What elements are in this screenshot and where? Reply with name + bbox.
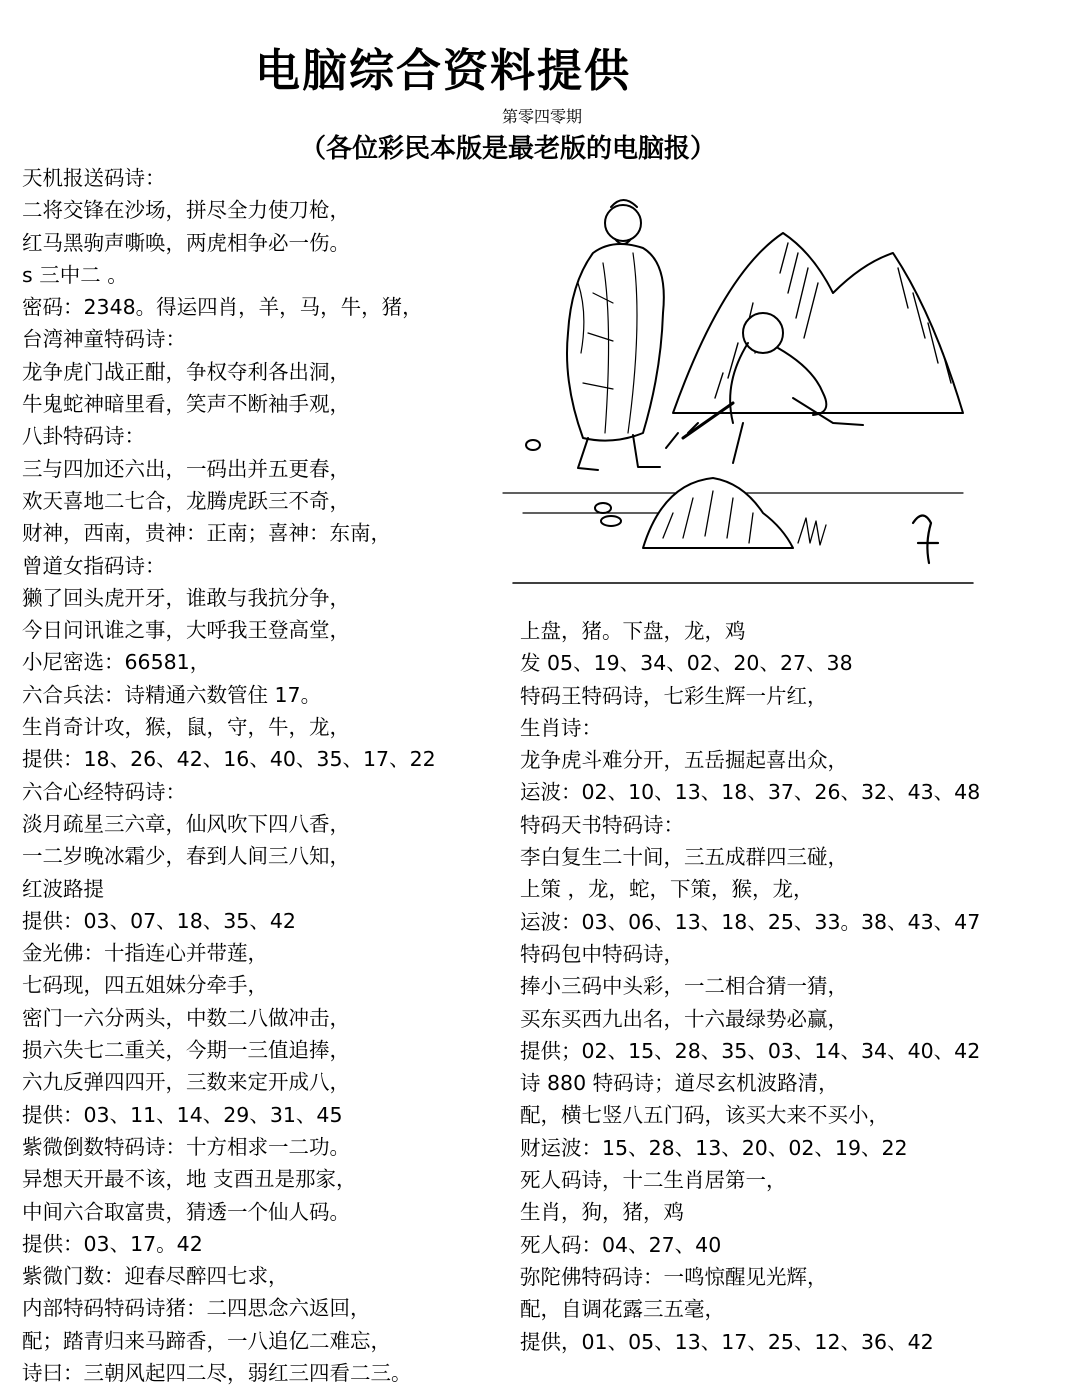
left-column-line: 异想天开最不该，地 支酉丑是那家，: [22, 1167, 357, 1192]
left-column-line: 天机报送码诗：: [22, 166, 166, 190]
right-column-line: 财运波：15、28、13、20、02、19、22: [520, 1135, 908, 1160]
left-column-line: 二将交锋在沙场，拼尽全力使刀枪，: [22, 198, 350, 223]
right-column-line: 发 05、19、34、02、20、27、38: [520, 651, 853, 676]
left-column-line: 紫微门数：迎春尽醉四七求，: [22, 1264, 289, 1289]
right-column-line: 运波：02、10、13、18、37、26、32、43、48: [520, 780, 981, 805]
right-column-line: 上策 ，龙，蛇，下策，猴，龙，: [520, 877, 814, 902]
right-column-line: 死人码诗，十二生肖居第一，: [520, 1168, 787, 1193]
left-column-line: 密门一六分两头，中数二八做冲击，: [22, 1005, 350, 1030]
left-column-line: s 三中二 。: [22, 262, 128, 287]
right-text-column: [520, 615, 1060, 1358]
left-column-line: 龙争虎门战正酣，争权夺利各出洞，: [22, 359, 350, 384]
left-column-line: 欢天喜地二七合，龙腾虎跃三不奇，: [22, 488, 350, 513]
right-column-line: 配，自调花露三五毫，: [520, 1297, 725, 1322]
right-column-line: 龙争虎斗难分开，五岳掘起喜出众，: [520, 748, 848, 773]
left-column-line: 内部特码特码诗猪：二四思念六返回，: [22, 1296, 371, 1321]
right-column-line: 生肖诗：: [520, 715, 602, 740]
right-column-line: 特码包中特码诗，: [520, 941, 684, 966]
page-subtitle: （各位彩民本版是最老版的电脑报）: [300, 134, 717, 164]
left-column-line: 獭了回头虎开牙，谁敢与我抗分争，: [22, 585, 350, 610]
illustration-sage-and-mountains: [493, 183, 993, 598]
left-column-line: 配；踏青归来马蹄香，一八追亿二难忘，: [22, 1328, 391, 1353]
right-column-line: 提供；02、15、28、35、03、14、34、40、42: [520, 1038, 981, 1063]
right-column-line: 买东买西九出名，十六最绿势必赢，: [520, 1006, 848, 1031]
left-column-line: 提供：03、07、18、35、42: [22, 908, 296, 933]
right-column-line: 配，横七竖八五门码，该买大来不买小，: [520, 1103, 889, 1128]
left-column-line: 七码现，四五姐妹分牵手，: [22, 973, 268, 998]
left-column-line: 牛鬼蛇神暗里看，笑声不断袖手观，: [22, 392, 350, 417]
left-column-line: 三与四加还六出，一码出并五更春，: [22, 456, 350, 481]
right-column-line: 特码王特码诗，七彩生辉一片红，: [520, 683, 828, 708]
right-column-line: 生肖，狗，猪，鸡: [520, 1200, 684, 1225]
left-column-line: 提供：03、11、14、29、31、45: [22, 1102, 343, 1127]
left-column-line: 一二岁晚冰霜少，春到人间三八知，: [22, 844, 350, 869]
issue-number: 第零四零期: [502, 107, 583, 126]
left-column-line: 台湾神童特码诗：: [22, 327, 186, 352]
left-column-line: 提供：18、26、42、16、40、35、17、22: [22, 747, 436, 772]
left-column-line: 财神，西南，贵神：正南；喜神：东南，: [22, 521, 391, 546]
page-title: 电脑综合资料提供: [255, 44, 632, 97]
left-column-line: 小尼密选：66581，: [22, 650, 211, 675]
right-column-line: 运波：03、06、13、18、25、33。38、43、47: [520, 909, 981, 934]
left-column-line: 红波路提: [22, 876, 104, 901]
left-column-line: 今日问讯谁之事，大呼我王登高堂，: [22, 618, 350, 643]
left-column-line: 红马黑驹声嘶唤，两虎相争必一伤。: [22, 230, 350, 255]
left-column-line: 生肖奇计攻，猴，鼠，守，牛，龙，: [22, 715, 350, 740]
left-column-line: 八卦特码诗：: [22, 424, 145, 449]
left-column-line: 金光佛：十指连心并带莲，: [22, 941, 268, 966]
right-column-line: 特码天书特码诗：: [520, 812, 684, 837]
left-column-line: 六合心经特码诗：: [22, 779, 186, 804]
right-column-line: 死人码：04、27、40: [520, 1232, 722, 1257]
right-column-line: 李白复生二十间，三五成群四三碰，: [520, 845, 848, 870]
left-column-line: 中间六合取富贵，猜透一个仙人码。: [22, 1199, 350, 1224]
left-column-line: 损六失七二重关，今期一三值追捧，: [22, 1038, 350, 1063]
left-column-line: 诗曰：三朝风起四二尽，弱红三四看二三。: [22, 1360, 412, 1385]
left-column-line: 曾道女指码诗：: [22, 553, 166, 578]
left-text-column: [22, 162, 492, 1389]
left-column-line: 淡月疏星三六章，仙风吹下四八香，: [22, 811, 350, 836]
left-column-line: 紫微倒数特码诗：十方相求一二功。: [22, 1134, 350, 1159]
right-column-line: 诗 880 特码诗；道尽玄机波路清，: [520, 1071, 839, 1096]
right-column-line: 提供，01、05、13、17、25、12、36、42: [520, 1329, 934, 1354]
left-column-line: 提供：03、17。42: [22, 1231, 203, 1256]
left-column-line: 六合兵法：诗精通六数管住 17。: [22, 682, 322, 707]
right-column-line: 弥陀佛特码诗：一鸣惊醒见光辉，: [520, 1264, 828, 1289]
right-column-line: 上盘，猪。下盘，龙，鸡: [520, 619, 746, 643]
left-column-line: 密码：2348。得运四肖，羊，马，牛，猪，: [22, 295, 423, 320]
right-column-line: 捧小三码中头彩，一二相合猜一猜，: [520, 974, 848, 999]
left-column-line: 六九反弹四四开，三数来定开成八，: [22, 1070, 350, 1095]
